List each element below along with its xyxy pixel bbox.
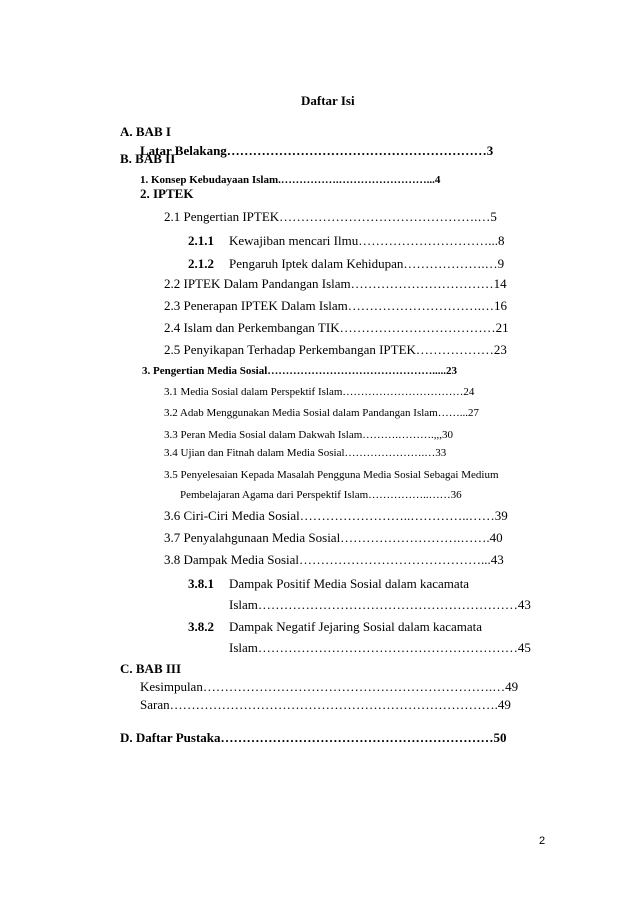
toc-iptek: 2. IPTEK [140, 186, 194, 201]
toc-2-3: 2.3 Penerapan IPTEK Dalam Islam………………………….…16 [164, 298, 508, 313]
toc-2-1: 2.1 Pengertian IPTEK……………………………………….…5 [164, 209, 497, 224]
toc-konsep-kebudayaan: 1. Konsep Kebudayaan Islam.…………….……………………...4 [140, 174, 441, 186]
toc-3-8: 3.8 Dampak Media Sosial……………………………………...43 [164, 552, 504, 567]
toc-kesimpulan: Kesimpulan………………………………………………………….…49 [140, 679, 519, 694]
toc-3-8-1: Dampak Positif Media Sosial dalam kacamata [229, 576, 470, 591]
toc-bab-1: A. BAB I [120, 124, 171, 139]
toc-2-1-2: Pengaruh Iptek dalam Kehidupan……………….…9 [229, 256, 505, 271]
toc-3-4: 3.4 Ujian dan Fitnah dalam Media Sosial………………….…33 [164, 447, 447, 459]
toc-3-3: 3.3 Peran Media Sosial dalam Dakwah Islam……….……….,,,30 [164, 429, 454, 441]
toc-2-1-2-num: 2.1.2 [188, 256, 214, 271]
toc-3-1: 3.1 Media Sosial dalam Perspektif Islam……………………………24 [164, 386, 475, 398]
toc-3-8-2-num: 3.8.2 [188, 619, 214, 634]
toc-3-2: 3.2 Adab Menggunakan Media Sosial dalam Pandangan Islam……...27 [164, 407, 479, 419]
toc-saran: Saran………………………………………………………………….49 [140, 697, 511, 712]
toc-3-5: 3.5 Penyelesaian Kepada Masalah Pengguna Media Sosial Sebagai Medium [164, 469, 499, 481]
toc-latar-belakang: Latar Belakang……………………………………………………3 [140, 143, 494, 158]
toc-2-4: 2.4 Islam dan Perkembangan TIK………………………………21 [164, 320, 509, 335]
toc-3-8-1-cont: Islam……………………………………………………43 [229, 597, 531, 612]
page-title: Daftar Isi [301, 93, 355, 108]
toc-2-1-1-num: 2.1.1 [188, 233, 214, 248]
toc-3-7: 3.7 Penyalahgunaan Media Sosial……………………….…….40 [164, 530, 503, 545]
toc-3-6: 3.6 Ciri-Ciri Media Sosial……………………..…………..……39 [164, 508, 508, 523]
toc-3-8-2: Dampak Negatif Jejaring Sosial dalam kacamata [229, 619, 483, 634]
toc-media-sosial: 3. Pengertian Media Sosial……………………………………….....23 [142, 365, 458, 377]
toc-bab-2: B. BAB II [120, 151, 176, 166]
toc-3-8-2-cont: Islam……………………………………………………45 [229, 640, 531, 655]
toc-3-5-cont: Pembelajaran Agama dari Perspektif Islam……………..……36 [180, 489, 462, 501]
toc-2-1-1: Kewajiban mencari Ilmu…………………………...8 [229, 233, 505, 248]
page-number: 2 [539, 835, 546, 847]
toc-3-8-1-num: 3.8.1 [188, 576, 214, 591]
toc-daftar-pustaka: D. Daftar Pustaka………………………………………………………50 [120, 730, 507, 745]
toc-2-5: 2.5 Penyikapan Terhadap Perkembangan IPTEK………………23 [164, 342, 507, 357]
toc-bab-3: C. BAB III [120, 661, 182, 676]
toc-2-2: 2.2 IPTEK Dalam Pandangan Islam……………………………14 [164, 276, 507, 291]
